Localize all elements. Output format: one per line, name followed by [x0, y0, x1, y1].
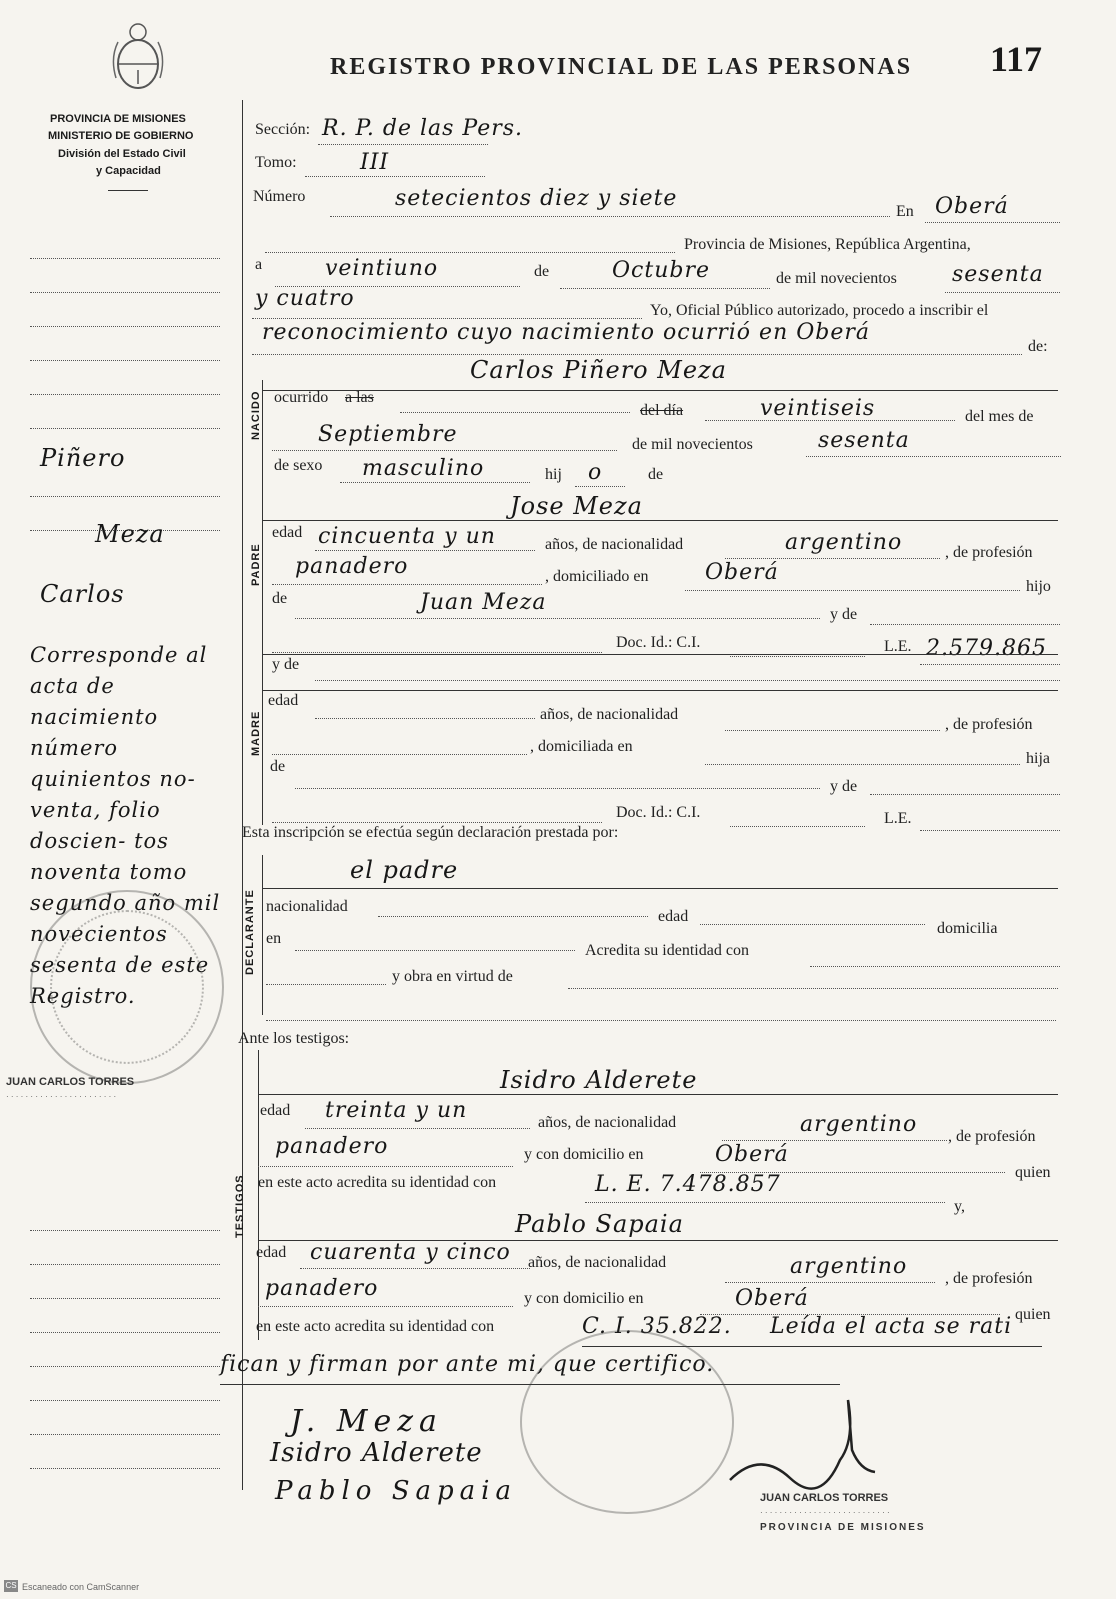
tomo-value: III [360, 150, 390, 175]
seccion-label: Sección: [255, 121, 311, 138]
hijo-label: hijo [1026, 578, 1051, 595]
office-line-1: PROVINCIA DE MISIONES [50, 113, 186, 125]
office-line-2: MINISTERIO DE GOBIERNO [48, 130, 194, 142]
left-stamp-name: JUAN CARLOS TORRES [6, 1076, 135, 1088]
edad4-label: edad [260, 1102, 291, 1119]
de-label: de [534, 263, 550, 280]
coat-of-arms-icon [108, 18, 168, 98]
acto-value: reconocimiento cuyo nacimiento ocurrió en Oberá [262, 320, 870, 345]
testigo1-nacionalidad-value: argentino [800, 1112, 918, 1137]
hij-label: hij [545, 466, 562, 483]
seccion-value: R. P. de las Pers. [322, 116, 524, 141]
quien2-label: quien [1015, 1306, 1051, 1323]
anos-nac4-label: años, de nacionalidad [528, 1254, 667, 1271]
testigo1-edad-value: treinta y un [325, 1098, 468, 1123]
scanner-footer: Escaneado con CamScanner [22, 1582, 140, 1592]
bottom-stamp-name: JUAN CARLOS TORRES [760, 1492, 889, 1504]
ocurrido-label: ocurrido [274, 389, 329, 406]
signature-1: J. Meza [290, 1404, 443, 1439]
margin-given-name: Carlos [40, 580, 125, 608]
bottom-stamp-province: PROVINCIA DE MISIONES [760, 1522, 926, 1533]
en2-label: en [266, 930, 282, 947]
de2-label: de [648, 466, 664, 483]
a-label: a [255, 256, 263, 273]
edad3-label: edad [658, 908, 689, 925]
nacido-section-label: NACIDO [250, 390, 262, 440]
a-las-label: a las [345, 389, 374, 406]
anio-value-a: sesenta [952, 262, 1044, 287]
mes-value: Octubre [612, 258, 710, 283]
edad5-label: edad [256, 1244, 287, 1261]
ante-testigos-label: Ante los testigos: [238, 1030, 350, 1047]
en-value: Oberá [935, 194, 1009, 219]
margin-surname-2: Meza [95, 520, 165, 548]
testigo2-nombre-value: Pablo Sapaia [515, 1210, 684, 1238]
edad2-label: edad [268, 692, 299, 709]
anio-nac-value: sesenta [818, 428, 910, 453]
declarante-value: el padre [350, 856, 459, 884]
signature-3: Pablo Sapaia [275, 1476, 517, 1506]
padre-section-label: PADRE [250, 543, 262, 586]
testigo1-profesion-value: panadero [275, 1134, 389, 1159]
padre-le-value: 2.579.865 [926, 636, 1047, 661]
testigo2-edad-value: cuarenta y cinco [310, 1240, 511, 1265]
testigo1-nombre-value: Isidro Alderete [500, 1066, 698, 1094]
quien-label: quien [1015, 1164, 1051, 1181]
con-domicilio2-label: y con domicilio en [524, 1290, 644, 1307]
de-mil2-label: de mil novecientos [632, 436, 753, 453]
de-profesion4-label: , de profesión [945, 1270, 1033, 1287]
testigo2-nacionalidad-value: argentino [790, 1254, 908, 1279]
le2-label: L.E. [884, 810, 912, 827]
margin-note: Corresponde al acta de nacimiento número quinientos no- venta, folio doscien- tos noventa tomo segundo año mil novecientos sesenta de este Registro. [30, 643, 221, 1008]
de-colon-label: de: [1028, 338, 1048, 355]
hija-label: hija [1026, 750, 1050, 767]
signature-2: Isidro Alderete [270, 1438, 483, 1468]
en-este-acto2-label: en este acto acredita su identidad con [256, 1318, 495, 1335]
anio-value-b: y cuatro [255, 286, 355, 311]
domicilia-label: domicilia [937, 920, 998, 937]
abuelo-value: Juan Meza [420, 590, 547, 615]
official-signature-icon [720, 1390, 880, 1505]
margin-surname-1: Piñero [40, 444, 126, 472]
office-line-3: División del Estado Civil [58, 148, 186, 160]
en-este-acto-label: en este acto acredita su identidad con [258, 1174, 497, 1191]
de3-label: de [272, 590, 288, 607]
padre-nombre-value: Jose Meza [510, 492, 643, 520]
declarante-section-label: DECLARANTE [244, 889, 256, 975]
de-profesion3-label: , de profesión [948, 1128, 1036, 1145]
bottom-seal-icon [520, 1330, 734, 1514]
domiciliada-label: , domiciliada en [530, 738, 633, 755]
padre-profesion-value: panadero [295, 554, 409, 579]
de-profesion2-label: , de profesión [945, 716, 1033, 733]
testigo2-domicilio-value: Oberá [735, 1286, 809, 1311]
testigo2-doc-value: C. I. 35.822. [582, 1314, 732, 1339]
anos-nac3-label: años, de nacionalidad [538, 1114, 677, 1131]
obra-label: y obra en virtud de [392, 968, 513, 985]
domiciliado-label: , domiciliado en [545, 568, 649, 585]
provincia-label: Provincia de Misiones, República Argentina, [684, 236, 971, 253]
doc-id2-label: Doc. Id.: C.I. [616, 804, 701, 821]
oficial-label: Yo, Oficial Público autorizado, procedo a inscribir el [650, 302, 989, 319]
de-sexo-label: de sexo [274, 457, 323, 474]
en-label: En [896, 203, 914, 220]
del-dia-label: del día [640, 402, 684, 419]
sexo-value: masculino [362, 456, 485, 481]
cierre-value: fican y firman por ante mi, que certifico. [220, 1352, 715, 1377]
del-mes-label: del mes de [965, 408, 1034, 425]
nacionalidad-label: nacionalidad [266, 898, 348, 915]
de-profesion-label: , de profesión [945, 544, 1033, 561]
le-label: L.E. [884, 638, 912, 655]
y-de3-label: y de [830, 778, 858, 795]
birth-record-document: PROVINCIA DE MISIONES MINISTERIO DE GOBIERNO División del Estado Civil y Capacidad REGISTRO PROVINCIAL DE LAS PERSONAS 117 Piñero Meza Carlos Corresponde al acta de nacimiento número quinientos no- venta, folio doscien- tos noventa tomo segundo año mil novecientos sesenta de este Registro. Sección: R. P. de las Pers. Tomo: III Número setecientos diez y siete En Oberá Provincia de Misiones, República Argentina, a veintiuno de Octubre de mil novecientos sesenta y cuatro Yo, Oficial Público autorizado, procedo a inscribir el reconocimiento cuyo nacimiento ocurrió en Oberá de: NACIDO Carlos Piñero Meza ocurrido a las del día veintiseis del mes de Septiembre de mil novecientos sesenta de sexo masculino hij o de PADRE Jose Meza edad cincuenta y un años, de nacionalidad argentino , de profesión panadero , domiciliado en Oberá hijo de Juan Meza y de Doc. Id.: C.I. L.E. 2.579.865 y de MADRE edad años, de nacionalidad , de profesión , domiciliada en hija de y de Doc. Id.: C.I. L.E. Esta inscripción se efectúa según declaración prestada por: el padre DECLARANTE nacionalidad edad domicilia en Acredita su identidad con y obra en virtud de Ante los testigos: Isidro Alderete TESTIGOS edad treinta y un años, de nacionalidad argentino , de profesión panadero y con domicilio en Oberá quien en este acto acredita su identidad con L. E. 7.478.857 y, Pablo Sapaia edad cuarenta y cinco años, de nacionalidad argentino , de profesión panadero y con domicilio en Oberá quien en este acto acredita su identidad con C. I. 35.822. Leída el acta se rati fican y firman por ante mi, que certifico. J. Meza Isidro Alderete Pablo Sapaia JUAN CARLOS TORRES · · · · · · · · · · · · · · · · · · · · · · · JUAN CARLOS TORRES · · · · · · · · · · · · · · · · · · · · · · · · · · · PROVINCIA DE MISIONES CS Escaneado con CamScanner [0, 0, 1116, 1599]
padre-domicilio-value: Oberá [705, 560, 779, 585]
acredita-label: Acredita su identidad con [585, 942, 749, 959]
office-line-4: y Capacidad [96, 165, 161, 177]
inscripcion-label: Esta inscripción se efectúa según declaración prestada por: [242, 824, 619, 841]
de4-label: de [270, 758, 286, 775]
y-de2-label: y de [272, 656, 300, 673]
con-domicilio-label: y con domicilio en [524, 1146, 644, 1163]
tomo-label: Tomo: [255, 154, 297, 171]
anos-nac2-label: años, de nacionalidad [540, 706, 679, 723]
y-de-label: y de [830, 606, 858, 623]
doc-id-label: Doc. Id.: C.I. [616, 634, 701, 651]
testigo1-domicilio-value: Oberá [715, 1142, 789, 1167]
numero-value: setecientos diez y siete [395, 186, 678, 211]
de-mil-label: de mil novecientos [776, 270, 897, 287]
testigo1-doc-value: L. E. 7.478.857 [595, 1172, 781, 1197]
padre-edad-value: cincuenta y un [318, 524, 496, 549]
leida-value: Leída el acta se rati [770, 1314, 1013, 1339]
mes-nac-value: Septiembre [318, 422, 458, 447]
testigo2-profesion-value: panadero [265, 1276, 379, 1301]
camscanner-icon: CS [5, 1581, 17, 1590]
nombre-value: Carlos Piñero Meza [470, 356, 727, 384]
y-comma-label: y, [954, 1198, 965, 1215]
page-title: REGISTRO PROVINCIAL DE LAS PERSONAS [330, 54, 913, 80]
testigos-section-label: TESTIGOS [234, 1174, 246, 1238]
hijo-sufijo-value: o [588, 460, 603, 485]
edad-label: edad [272, 524, 303, 541]
anos-nac-label: años, de nacionalidad [545, 536, 684, 553]
page-number: 117 [990, 39, 1043, 79]
numero-label: Número [253, 188, 306, 205]
padre-nacionalidad-value: argentino [785, 530, 903, 555]
dia-value: veintiuno [325, 256, 439, 281]
dia-nac-value: veintiseis [760, 396, 876, 421]
madre-section-label: MADRE [250, 710, 262, 756]
